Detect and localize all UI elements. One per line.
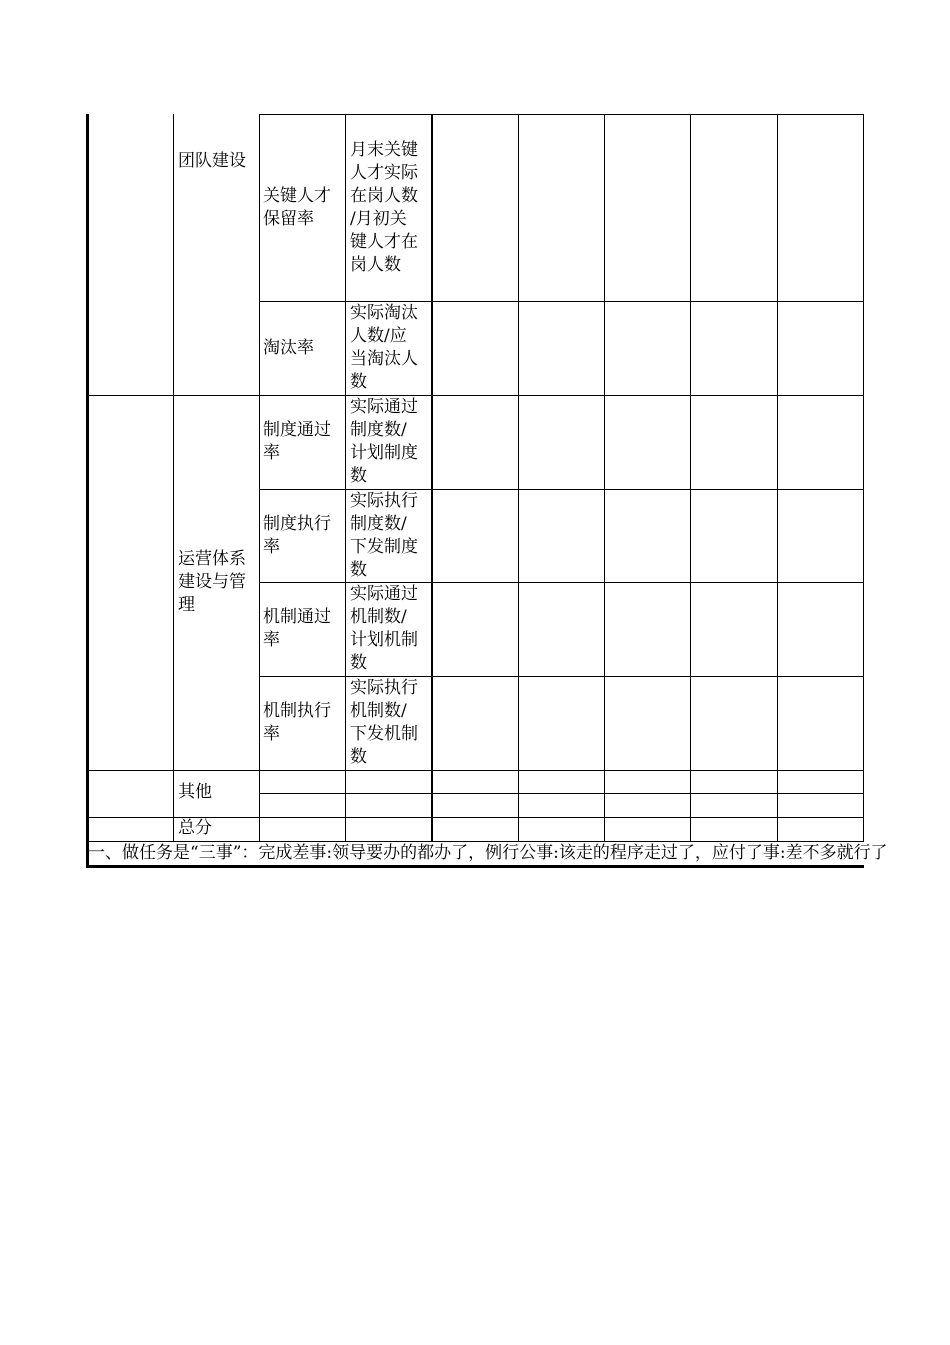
- row-line-7: [259, 793, 864, 794]
- border-right: [863, 114, 864, 842]
- indicator-name: 关键人才 保留率: [263, 186, 331, 229]
- divider-col-1: [173, 114, 174, 842]
- indicator-name: 制度通过 率: [263, 420, 331, 463]
- divider-col-5: [518, 114, 519, 842]
- other-label: 其他: [178, 782, 212, 802]
- indicator-formula: 月末关键 人才实际 在岗人数 /月初关 键人才在 岗人数: [350, 140, 418, 275]
- subcategory-operations-system: 运营体系 建设与管 理: [178, 549, 246, 615]
- divider-col-6: [604, 114, 605, 842]
- divider-col-3: [345, 114, 346, 842]
- indicator-formula: 实际淘汰 人数/应 当淘汰人 数: [350, 303, 418, 392]
- indicator-name: 机制通过 率: [263, 607, 331, 650]
- border-top-inner: [259, 114, 864, 115]
- divider-col-4: [431, 114, 433, 842]
- footer-note: 一、做任务是“三事”：完成差事:领导要办的都办了，例行公事:该走的程序走过了，应付了事:差不多就行了: [88, 843, 888, 863]
- row-line-6: [86, 770, 864, 771]
- indicator-formula: 实际通过 制度数/ 计划制度 数: [350, 397, 418, 486]
- footer-note-container: [88, 842, 950, 866]
- divider-col-2: [259, 114, 260, 842]
- indicator-formula: 实际执行 机制数/ 下发机制 数: [350, 678, 418, 767]
- indicator-name: 制度执行 率: [263, 514, 331, 557]
- row-line-2: [86, 395, 864, 396]
- total-label: 总分: [178, 818, 212, 838]
- divider-col-8: [777, 114, 778, 842]
- indicator-name: 淘汰率: [263, 338, 314, 358]
- subcategory-team-building: 团队建设: [178, 151, 246, 171]
- divider-col-7: [690, 114, 691, 842]
- indicator-formula: 实际通过 机制数/ 计划机制 数: [350, 584, 418, 673]
- indicator-name: 机制执行 率: [263, 701, 331, 744]
- border-left-thick: [86, 114, 89, 868]
- indicator-formula: 实际执行 制度数/ 下发制度 数: [350, 491, 418, 580]
